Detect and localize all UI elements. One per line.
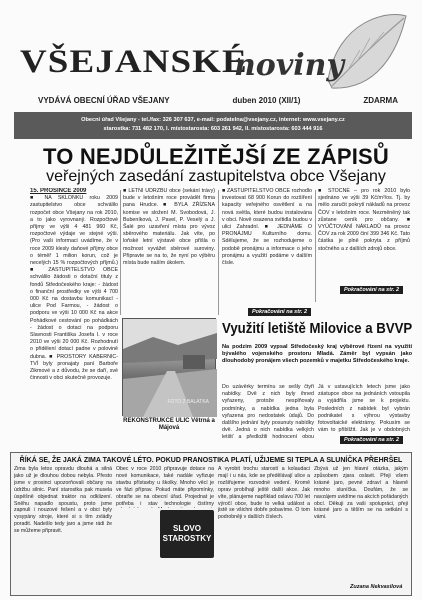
divider — [315, 190, 316, 302]
photo-stamp: FOTO 2 BALATKA — [167, 399, 209, 405]
starostka-text-4: Zbývá už jen hlavní otázka, jakým způsobem zjara oslavit. Přeji všem krásné jaro, pevné zdraví a hlavně mnoho sluníčka. Doufám, že se navzájem uvidíme na akcích pořádaných obcí. Děkuji za vaši spolupráci, přeji krásné jaro a těším se na setkání s vámi. — [314, 466, 408, 521]
starostka-text-3: A vyrobit trochu starostí a kolaudaci mají i u nás, kde se předělávají ulice a rozšiřujeme rozvodné vedení. Kromě oprav probíhají ještě další akce. Jak víte, plánujeme například oslavu 700 let výročí obce, bude to velká událost a jistě se všichni dobře pobavíme. O tom podrobněji v dalších číslech. — [218, 466, 310, 521]
starostka-text-2: Obec v roce 2010 připravuje dotace na nové komunikace, také nadále vyřizuje stavbu přístavby u školky. Mnoho věcí je ve fázi příprav. Pokud máte připomínky, obraťte se na obecní úřad. Projednat je potřeba i stav technologie čistírny — [116, 466, 214, 507]
signature: Zuzana Nekvasilová — [350, 584, 403, 590]
divider — [218, 190, 219, 315]
issue-date: duben 2010 (XII/1) — [232, 96, 301, 105]
starostka-col-1 — [14, 466, 112, 594]
article-2-title: Využití letiště Milovice a BVVP — [222, 320, 413, 337]
starostka-text-1: Zima byla letos opravdu dlouhá a silná jako už je dlouhou dobou nebyla. Přesto jsme v prosinci upozorňovali občany na údržbu silnic. Paní starostka pak musela úspěšně objednat traktor na odklizení. Sněhu napadlo spoustu, proto jsme zapnuli i nouzové řešení a v obci byly vysypány stroje, které si s tím zvládly poradit. Nadešlo tedy jaro a jsme rádi že se můžeme připravit. — [14, 466, 112, 535]
continue-link-3[interactable]: Pokračování na str. 2 — [248, 308, 311, 316]
column-3 — [222, 188, 312, 308]
article-2-body-2: Já v ustavujících letech jsme jako zástupce obce na jednáních vstoupila a vyjádřila jsme se k projektu. Posledních z nabídek byl vybrán podnikatel s výhrou výstavby fotovoltaické elektrárny. Pokusím se vám to přiblížit. Jak je v obdobných — [318, 384, 410, 432]
contact-line-2: starostka: 731 482 170, I. místostarosta: 603 261 942, II. místostarosta: 603 444 916 — [103, 126, 323, 132]
contact-bar — [14, 112, 412, 139]
column-1 — [30, 188, 118, 448]
masthead-title: VŠEJANSKÉ — [20, 44, 248, 80]
article-2-body-1: Do uzávěrky termínu se sešly čtyři nabídky. Dvě z nich byly ihned vyřazeny, protože nesplňovaly podmínky, a nabídka jedna byla vyřazena pro nedostatek údajů. Do dalšího jednání byly posunuty nabídky dvě. Jedná o nich nabídka velkých letišť a předložili hodnocení obou — [222, 384, 314, 440]
headline-title: TO NEJDŮLEŽITĚJŠÍ ZE ZÁPISŮ — [42, 144, 390, 169]
article-2-intro: Na podzim 2009 vypsal Středočeský kraj výběrové řízení na využití bývalého vojenského prostoru Mladá. Záměr byl vypsán jako dlouhodobý pronájem všech pozemků v majetku Středočeského kraje. — [222, 344, 412, 365]
column-2-text: ■ LETNÍ ÚDRŽBU obce (sekání trávy) bude v letošním roce provádět firma pana Hrudce. ■ BYLA ZŘÍZENA komise ve složení M. Svobodová, J. Bubeníková, J. Pavel, P. Veselý a J. Šalé pro uzavření místa pro vývoz sběrového materiálu. Jak víte, po loňské letní výstavě obce přišla o možnost vyvážet sběrové suroviny. Připravte se na to, že nyní po výběru místa bude naším úkolem. — [123, 188, 215, 267]
column-4-text: ■ STOČNÉ – pro rok 2010 bylo sjednáno ve výši 39 Kč/m³/os. Tj. by mělo zaručit pokrytí nákladů na provoz ČOV v letošním roce. Nezměněný tak zůstane ceník pro občany. ■ VYÚČTOVÁNÍ NÁKLADŮ na provoz ČOV za rok 2009 činí 399 346 Kč. Tato částka je plně pokryta z příjmů stočného a z dalších zdrojů obce. — [318, 188, 410, 252]
contact-line-1: Obecní úřad Všejany - tel./fax: 326 307 637, e-mail: podatelna@vsejany.cz, internet: www.vsejany.cz — [81, 117, 345, 123]
headline-subtitle: veřejných zasedání zastupitelstva obce Všejany — [46, 168, 386, 185]
column-3-text: ■ ZASTUPITELSTVO OBCE rozhodlo investovat 68 900 Korun do rozšíření kapacity veřejného osvětlení a na nová světla, které budou instalována v obci. Nově osazena svítidla budou v ulici Zahradní. ■ JEDNÁME O PRONÁJMU Kulturního domu. Sdělujeme, že se rozhodujeme o podobě pronájmu a informace o jeho pronájmu a využití podáme v dalším čísle. — [222, 188, 312, 267]
article-2-col-2 — [318, 384, 410, 432]
starostka-col-2 — [116, 466, 214, 508]
masthead — [14, 8, 410, 98]
starostka-col-4 — [314, 466, 408, 584]
starostka-box-title: ŘÍKÁ SE, ŽE JAKÁ ZIMA TAKOVÉ LÉTO. POKUD PRANOSTIKA PLATÍ, UŽIJEME SI TEPLA A SLUNÍČKA PŘEHRŠEL — [19, 457, 403, 464]
meeting-date: 15. PROSINCE 2009 — [30, 188, 87, 194]
issue-line — [38, 96, 398, 105]
starostka-col-3 — [218, 466, 310, 594]
street-photo — [122, 318, 216, 416]
slovo-starostky-badge: SLOVO STAROSTKY — [160, 510, 214, 558]
divider — [120, 190, 121, 315]
continue-link-article-2[interactable]: Pokračování na str. 2 — [340, 436, 403, 444]
masthead-script: noviny — [234, 48, 344, 83]
photo-caption: REKONSTRUKCE ULIC Větrná a Májová — [123, 418, 215, 431]
column-2 — [123, 188, 215, 314]
publisher: VYDÁVÁ OBECNÍ ÚŘAD VŠEJANY — [38, 96, 170, 105]
continue-link-4[interactable]: Pokračování na str. 2 — [340, 286, 403, 294]
column-4 — [318, 188, 410, 284]
column-1-text: ■ NA SKLONKU roku 2009 zastupitelstvo obce schválilo rozpočet obce Všejany na rok 2010, a to jako vyrovnaný. Rozpočtové příjmy ve výši 4 481 960 Kč, rozpočtové výdaje ve stejné výši. (Pro vaši informaci uvádíme, že v roce 2009 klesly daňové příjmy obce o téměř 1 milion korun, což je necelých 15 % rozpočtových příjmů.) ■ ZASTUPITELSTVO OBCE schválilo žádosti o dotační tituly z fondů Středočeského kraje: - žádost o finanční prostředky ve výši 4 700 000 Kč na dostavbu komunikací - ulice Pod Farmou, - žádost o podporu ve výši 10 000 Kč na akce Pohádkové cestování po pohádkách - žádost o dotaci na podporu Slavnosti Františka Josefa I. v roce 2010 ve výši 20 000 Kč. Rozhodnutí o přidělení dotací padne v polovině dubna. ■ PROSTORY KABERNIC-TVÍ byly pronajaty paní Barboře Zikmové a z důvodu, že se daří, své činnosti v obci skutečně provozuje. — [30, 195, 118, 382]
price: ZDARMA — [363, 96, 398, 105]
article-2-col-1 — [222, 384, 314, 440]
